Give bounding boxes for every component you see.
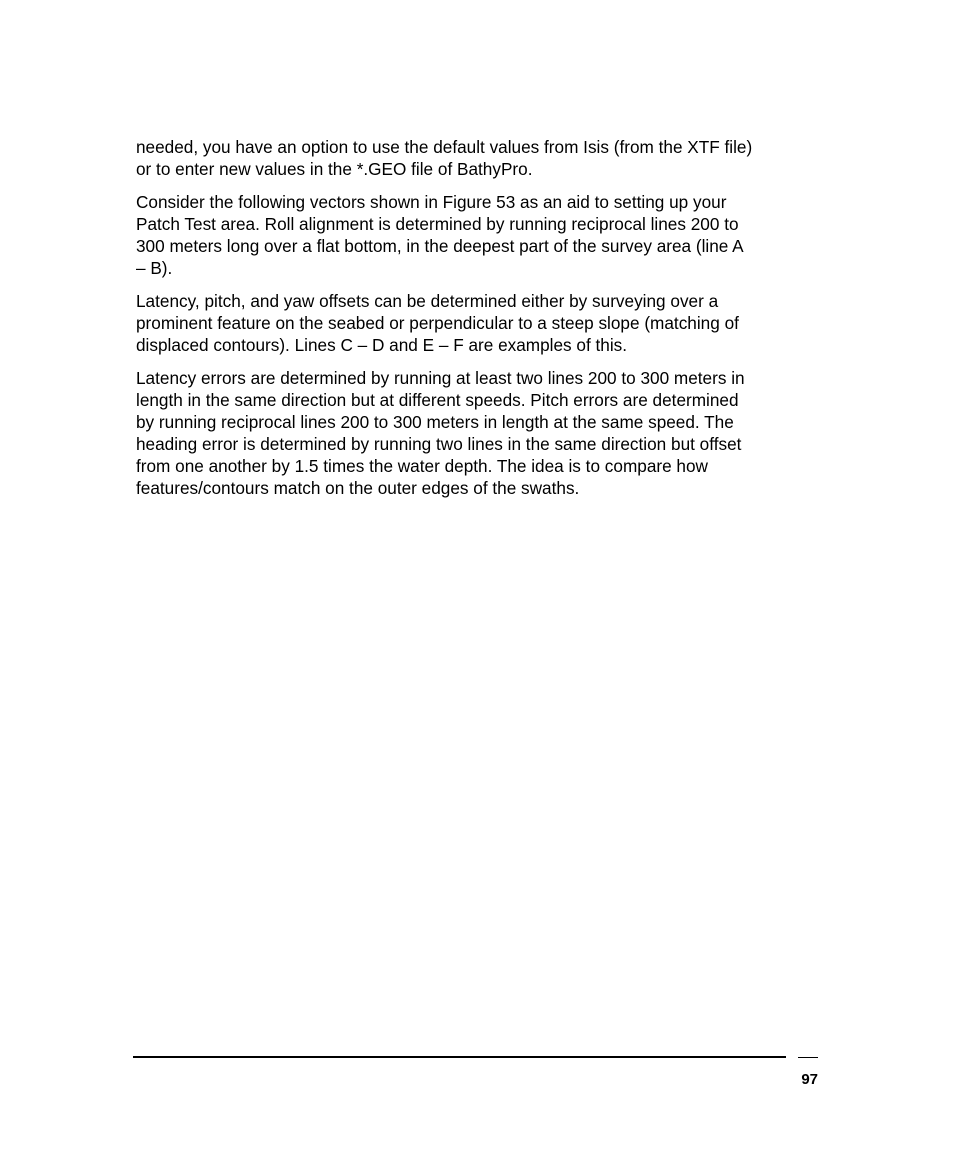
footer-rule: [133, 1056, 786, 1058]
paragraph-errors: [136, 367, 820, 499]
paragraph-offsets: [136, 290, 820, 356]
text-line: heading error is determined by running two lines in the same direction but offset: [136, 434, 742, 454]
text-line: displaced contours). Lines C – D and E – F are examples of this.: [136, 335, 628, 355]
paragraph-patch-test-vectors: [136, 191, 820, 279]
text-line: features/contours match on the outer edges of the swaths.: [136, 478, 580, 498]
text-line: – B).: [136, 258, 173, 278]
text-line: length in the same direction but at different speeds. Pitch errors are determined: [136, 390, 739, 410]
text-line: 300 meters long over a flat bottom, in the deepest part of the survey area (line A: [136, 236, 744, 256]
text-line: Consider the following vectors shown in Figure 53 as an aid to setting up your: [136, 192, 727, 212]
paragraph-default-values: [136, 136, 820, 180]
text-line: Latency, pitch, and yaw offsets can be determined either by surveying over a: [136, 291, 719, 311]
text-line: prominent feature on the seabed or perpendicular to a steep slope (matching of: [136, 313, 739, 333]
text-line: by running reciprocal lines 200 to 300 meters in length at the same speed. The: [136, 412, 734, 432]
body-text: [136, 136, 820, 510]
text-line: needed, you have an option to use the default values from Isis (from the XTF file): [136, 137, 753, 157]
text-line: Patch Test area. Roll alignment is determined by running reciprocal lines 200 to: [136, 214, 739, 234]
text-line: or to enter new values in the *.GEO file of BathyPro.: [136, 159, 533, 179]
text-line: from one another by 1.5 times the water depth. The idea is to compare how: [136, 456, 708, 476]
page-number: 97: [801, 1071, 818, 1088]
page-number-rule: [798, 1057, 818, 1058]
text-line: Latency errors are determined by running at least two lines 200 to 300 meters in: [136, 368, 745, 388]
